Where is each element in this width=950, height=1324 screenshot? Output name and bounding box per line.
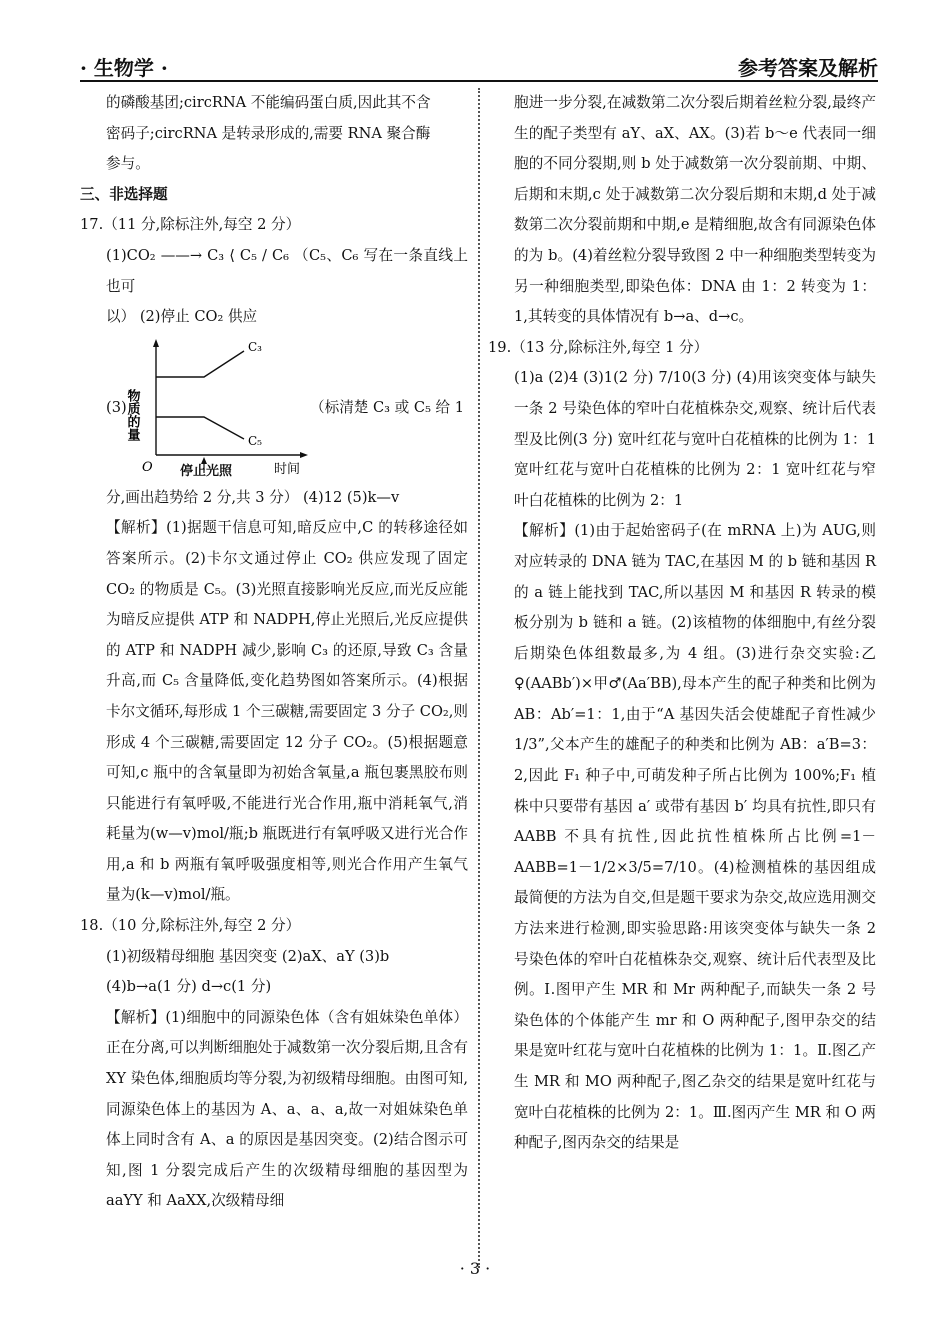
c5-label: C₅ bbox=[248, 433, 262, 448]
page-header bbox=[80, 50, 878, 82]
column-divider bbox=[478, 88, 480, 1268]
question-17-heading: 17.（11 分,除标注外,每空 2 分） bbox=[80, 216, 301, 234]
answer-note: （标清楚 C₃ 或 C₅ 给 1 bbox=[310, 398, 465, 416]
text-line: 参与。 bbox=[106, 155, 150, 173]
analysis-18-cont: 胞进一步分裂,在减数第二次分裂后期着丝粒分裂,最终产生的配子类型有 aY、aX、AX。(3)若 b～e 代表同一细胞的不同分裂期,则 b 处于减数第一次分裂前期、中期、后期和末期,c 处于减数第二次分裂后期和末期,d 处于减数第二次分裂前期和中期,e 是精细胞,故含有同源染色体的为 b。(4)着丝粒分裂导致图 2 中一种细胞类型转变为另一种细胞类型,即染色体：DNA 由 1：2 转变为 1：1,其转变的具体情况有 b→a、d→c。 bbox=[514, 94, 876, 326]
text-line: 的磷酸基团;circRNA 不能编码蛋白质,因此其不含 bbox=[106, 94, 431, 111]
origin-label: O bbox=[142, 459, 153, 475]
answer-line: (4)b→a(1 分) d→c(1 分) bbox=[106, 978, 272, 996]
c3-label: C₃ bbox=[248, 339, 262, 354]
left-column bbox=[80, 88, 468, 1217]
c3-curve bbox=[156, 351, 244, 377]
answer-19: (1)a (2)4 (3)1(2 分) 7/10(3 分) (4)用该突变体与缺失一条 2 号染色体的窄叶白花植株杂交,观察、统计后代表型及比例(3 分) 宽叶红花与宽叶白花植株的比例为 1：1 宽叶红花与宽叶白花植株的比例为 2：1 宽叶红花与窄叶白花植株的比例为 2：1 bbox=[514, 369, 876, 509]
y-axis-label: 物质的量 bbox=[124, 388, 140, 441]
answer-line: 分,画出趋势给 2 分,共 3 分） (4)12 (5)k—v bbox=[106, 488, 400, 506]
header-subject: · 生物学 · bbox=[80, 56, 168, 80]
answer-line: (1)CO₂ ——→ C₃ ⟨ C₅ / C₆ （C₅、C₆ 写在一条直线上也可 bbox=[106, 246, 468, 295]
y-axis-arrow bbox=[153, 339, 159, 347]
c5-curve bbox=[156, 417, 244, 439]
c3-c5-graph bbox=[124, 333, 314, 483]
answer-label: (3) bbox=[106, 398, 127, 416]
section-heading: 三、非选择题 bbox=[80, 185, 168, 203]
answer-line: (1)初级精母细胞 基因突变 (2)aX、aY (3)b bbox=[106, 947, 390, 965]
x-axis-label: 时间 bbox=[274, 461, 301, 477]
question-19-heading: 19.（13 分,除标注外,每空 1 分） bbox=[488, 338, 709, 356]
analysis-19: 【解析】(1)由于起始密码子(在 mRNA 上)为 AUG,则对应转录的 DNA 链为 TAC,在基因 M 的 b 链和基因 R 的 a 链上能找到 TAC,所以基因 M 和基因 R 转录的模板分别为 b 链和 a 链。(2)该植物的体细胞中,有丝分裂后期染色体组数最多,为 4 组。(3)进行杂交实验:乙♀(AABb′)×甲♂(Aa′BB),母本产生的配子种类和比例为 AB：Ab′=1：1,由于“A 基因失活会使雄配子育性减少 1/3”,父本产生的雄配子的种类和比例为 AB：a′B=3：2,因此 F₁ 种子中,可萌发种子所占比例为 100%;F₁ 植株中只要带有基因 a′ 或带有基因 b′ 均具有抗性,即只有 AABB 不具有抗性,因此抗性植株所占比例=1－AABB=1－1/2×3/5=7/10。(4)检测植株的基因组成最简便的方法为自交,但是题干要求为杂交,故应选用测交方法来进行检测,即实验思路:用该突变体与缺失一条 2 号染色体的窄叶白花植株杂交,观察、统计后代表型及比例。Ⅰ.图甲产生 MR 和 Mr 两种配子,而缺失一条 2 号染色体的个体能产生 mr 和 O 两种配子,图甲杂交的结果是宽叶红花与宽叶白花植株的比例为 1：1。Ⅱ.图乙产生 MR 和 MO 两种配子,图乙杂交的结果是宽叶红花与宽叶白花植株的比例为 2：1。Ⅲ.图丙产生 MR 和 O 两种配子,图丙杂交的结果是 bbox=[514, 522, 876, 1152]
answer-graph-block bbox=[80, 333, 468, 483]
header-title: 参考答案及解析 bbox=[738, 56, 878, 80]
answer-line: 以） (2)停止 CO₂ 供应 bbox=[106, 308, 258, 326]
page-number: · 3 · bbox=[459, 1259, 491, 1278]
stop-light-label: 停止光照 bbox=[180, 463, 233, 479]
analysis-18: 【解析】(1)细胞中的同源染色体（含有姐妹染色单体）正在分离,可以判断细胞处于减数第一次分裂后期,且含有 XY 染色体,细胞质均等分裂,为初级精母细胞。由图可知,同源染色体上的基因为 A、a、a、a,故一对姐妹染色单体上同时含有 A、a 的原因是基因突变。(2)结合图示可知,图 1 分裂完成后产生的次级精母细胞的基因型为 aaYY 和 AaXX,次级精母细 bbox=[106, 1008, 468, 1210]
analysis-17: 【解析】(1)据题干信息可知,暗反应中,C 的转移途径如答案所示。(2)卡尔文通过停止 CO₂ 供应发现了固定 CO₂ 的物质是 C₅。(3)光照直接影响光反应,而光反应能为暗反应提供 ATP 和 NADPH,停止光照后,光反应提供的 ATP 和 NADPH 减少,影响 C₃ 的还原,导致 C₃ 含量升高,而 C₅ 含量降低,变化趋势图如答案所示。(4)根据卡尔文循环,每形成 1 个三碳糖,需要固定 3 分子 CO₂,则形成 4 个三碳糖,需要固定 12 分子 CO₂。(5)根据题意可知,c 瓶中的含氧量即为初始含氧量,a 瓶包裹黑胶布则只能进行有氧呼吸,不能进行光合作用,瓶中消耗氧气,消耗量为(w—v)mol/瓶;b 瓶既进行有氧呼吸又进行光合作用,a 和 b 两瓶有氧呼吸强度相等,则光合作用产生氧气量为(k—v)mol/瓶。 bbox=[106, 519, 468, 904]
text-line: 密码子;circRNA 是转录形成的,需要 RNA 聚合酶 bbox=[106, 124, 431, 142]
question-18-heading: 18.（10 分,除标注外,每空 2 分） bbox=[80, 917, 301, 935]
right-column bbox=[488, 88, 876, 1159]
x-axis-arrow bbox=[300, 452, 308, 458]
